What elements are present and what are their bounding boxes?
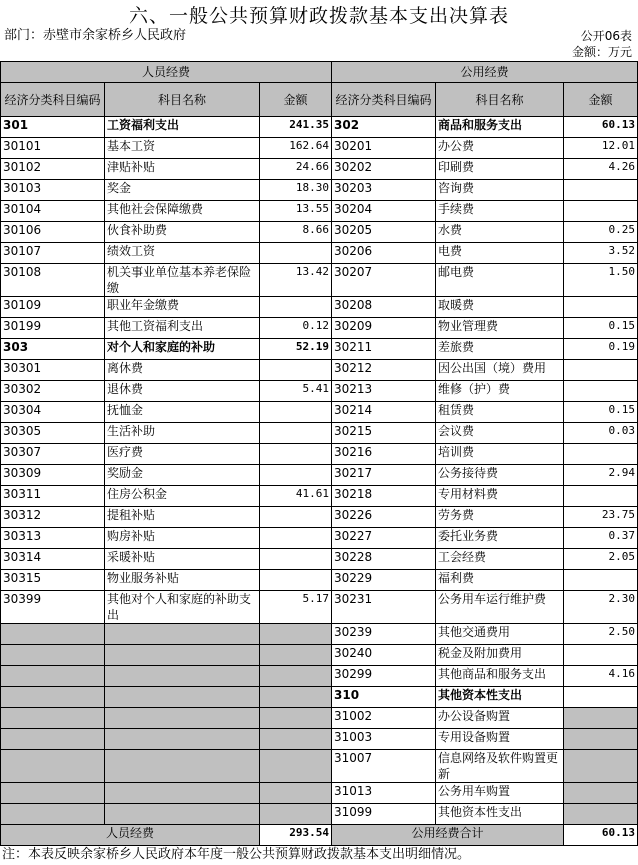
left-name-cell: 抚恤金 [105,402,260,423]
left-code-cell: 30108 [1,264,105,297]
left-name-cell: 提租补贴 [105,507,260,528]
table-row [1,444,638,465]
personnel-total-amount: 293.54 [260,825,332,846]
left-amount-cell: 41.61 [260,486,332,507]
left-name-cell: 退休费 [105,381,260,402]
left-name-cell [105,624,260,645]
table-row [1,783,638,804]
left-code-cell [1,729,105,750]
right-amount-cell [564,486,638,507]
right-amount-cell: 60.13 [564,117,638,138]
left-code-cell: 30399 [1,591,105,624]
left-amount-cell [260,528,332,549]
right-code-cell: 30206 [332,243,436,264]
right-code-cell: 31003 [332,729,436,750]
table-row [1,222,638,243]
right-amount-cell: 4.26 [564,159,638,180]
right-amount-cell [564,783,638,804]
left-code-cell [1,687,105,708]
right-amount-cell [564,729,638,750]
left-name-cell: 奖励金 [105,465,260,486]
right-code-cell: 31007 [332,750,436,783]
left-amount-cell [260,666,332,687]
left-name-cell: 对个人和家庭的补助 [105,339,260,360]
left-code-cell: 30102 [1,159,105,180]
left-amount-cell [260,243,332,264]
left-name-cell [105,729,260,750]
left-name-cell: 住房公积金 [105,486,260,507]
left-amount-cell: 24.66 [260,159,332,180]
right-name-cell: 差旅费 [436,339,564,360]
right-name-cell: 公务用车运行维护费 [436,591,564,624]
right-amount-cell [564,360,638,381]
right-code-cell: 302 [332,117,436,138]
right-name-cell: 信息网络及软件购置更新 [436,750,564,783]
table-row [1,159,638,180]
right-name-header: 科目名称 [436,83,564,117]
table-row [1,180,638,201]
right-name-cell: 公务用车购置 [436,783,564,804]
left-name-cell: 伙食补助费 [105,222,260,243]
table-row [1,318,638,339]
right-name-cell: 公务接待费 [436,465,564,486]
right-code-cell: 30207 [332,264,436,297]
right-code-cell: 30227 [332,528,436,549]
table-row [1,201,638,222]
right-code-cell: 30211 [332,339,436,360]
left-code-cell [1,783,105,804]
right-amount-cell [564,381,638,402]
right-name-cell: 电费 [436,243,564,264]
left-name-cell: 其他社会保障缴费 [105,201,260,222]
right-amount-cell: 23.75 [564,507,638,528]
left-amount-cell: 13.55 [260,201,332,222]
right-amount-cell [564,708,638,729]
left-name-cell: 购房补贴 [105,528,260,549]
left-code-cell: 30106 [1,222,105,243]
right-amount-cell: 0.37 [564,528,638,549]
table-row [1,465,638,486]
left-code-cell [1,804,105,825]
left-amount-cell: 5.17 [260,591,332,624]
right-code-cell: 30201 [332,138,436,159]
left-name-cell [105,687,260,708]
table-row [1,138,638,159]
right-code-cell: 31099 [332,804,436,825]
left-amount-cell: 13.42 [260,264,332,297]
table-row [1,645,638,666]
table-row [1,264,638,297]
left-code-cell: 30104 [1,201,105,222]
left-amount-cell [260,297,332,318]
left-name-cell: 奖金 [105,180,260,201]
table-row [1,708,638,729]
left-code-cell: 30309 [1,465,105,486]
left-code-cell: 30311 [1,486,105,507]
table-row [1,402,638,423]
left-code-cell: 30101 [1,138,105,159]
personnel-total-label: 人员经费 [1,825,260,846]
right-amount-cell: 3.52 [564,243,638,264]
right-amount-cell [564,201,638,222]
left-amount-cell [260,687,332,708]
left-amount-cell [260,804,332,825]
left-code-cell: 303 [1,339,105,360]
table-row [1,528,638,549]
left-code-cell: 30304 [1,402,105,423]
left-name-cell: 工资福利支出 [105,117,260,138]
left-name-cell [105,645,260,666]
right-name-cell: 物业管理费 [436,318,564,339]
left-amount-cell [260,549,332,570]
group-header-row [1,62,638,83]
right-amount-cell [564,570,638,591]
right-name-cell: 取暖费 [436,297,564,318]
public-group-header: 公用经费 [332,62,638,83]
left-code-cell: 30107 [1,243,105,264]
right-amount-cell: 2.05 [564,549,638,570]
left-code-cell: 30313 [1,528,105,549]
left-code-cell: 301 [1,117,105,138]
left-amount-cell [260,444,332,465]
left-amount-cell [260,750,332,783]
right-code-cell: 30231 [332,591,436,624]
table-row [1,729,638,750]
left-amount-cell [260,624,332,645]
right-amount-cell: 0.03 [564,423,638,444]
right-code-cell: 30299 [332,666,436,687]
left-name-cell: 生活补助 [105,423,260,444]
table-row [1,687,638,708]
left-name-cell [105,783,260,804]
right-code-cell: 30217 [332,465,436,486]
left-amount-cell: 52.19 [260,339,332,360]
right-amount-cell [564,297,638,318]
public-total-amount: 60.13 [564,825,638,846]
right-name-cell: 商品和服务支出 [436,117,564,138]
right-name-cell: 劳务费 [436,507,564,528]
left-name-cell: 采暖补贴 [105,549,260,570]
right-amount-cell: 0.15 [564,402,638,423]
left-amount-cell [260,570,332,591]
right-amount-cell [564,750,638,783]
table-row [1,117,638,138]
left-code-cell: 30103 [1,180,105,201]
left-name-cell: 物业服务补贴 [105,570,260,591]
right-code-cell: 30214 [332,402,436,423]
table-row [1,750,638,783]
footnote: 注：本表反映余家桥乡人民政府本年度一般公共预算财政拨款基本支出明细情况。 [2,847,471,862]
right-name-cell: 手续费 [436,201,564,222]
left-amount-cell: 241.35 [260,117,332,138]
left-code-cell [1,750,105,783]
left-name-cell: 其他对个人和家庭的补助支出 [105,591,260,624]
right-code-cell: 310 [332,687,436,708]
left-name-cell: 离休费 [105,360,260,381]
table-row [1,591,638,624]
table-row [1,666,638,687]
left-name-cell: 其他工资福利支出 [105,318,260,339]
left-amount-header: 金额 [260,83,332,117]
left-name-cell: 基本工资 [105,138,260,159]
left-code-cell: 30312 [1,507,105,528]
right-name-cell: 税金及附加费用 [436,645,564,666]
column-header-row [1,83,638,117]
left-code-cell [1,666,105,687]
left-code-cell [1,624,105,645]
amount-unit: 金额：万元 [571,45,632,59]
left-amount-cell [260,423,332,444]
left-code-header: 经济分类科目编码 [1,83,105,117]
right-amount-cell: 2.94 [564,465,638,486]
public-total-label: 公用经费合计 [332,825,564,846]
left-name-cell [105,708,260,729]
left-name-cell: 津贴补贴 [105,159,260,180]
table-row [1,486,638,507]
left-name-cell: 职业年金缴费 [105,297,260,318]
right-code-cell: 30216 [332,444,436,465]
left-name-cell [105,804,260,825]
table-row [1,624,638,645]
left-amount-cell [260,402,332,423]
right-code-cell: 30229 [332,570,436,591]
left-amount-cell: 5.41 [260,381,332,402]
left-amount-cell [260,708,332,729]
left-code-cell: 30302 [1,381,105,402]
right-code-cell: 30239 [332,624,436,645]
right-code-cell: 30208 [332,297,436,318]
right-name-cell: 委托业务费 [436,528,564,549]
right-code-cell: 30205 [332,222,436,243]
left-amount-cell [260,783,332,804]
table-row [1,570,638,591]
right-amount-cell: 4.16 [564,666,638,687]
left-code-cell: 30301 [1,360,105,381]
table-code: 公开06表 [580,29,632,43]
right-amount-cell: 0.25 [564,222,638,243]
left-code-cell: 30315 [1,570,105,591]
table-row [1,360,638,381]
right-name-cell: 咨询费 [436,180,564,201]
right-name-cell: 维修（护）费 [436,381,564,402]
left-code-cell: 30199 [1,318,105,339]
right-code-cell: 31002 [332,708,436,729]
right-name-cell: 工会经费 [436,549,564,570]
report-title: 六、一般公共预算财政拨款基本支出决算表 [128,5,509,27]
left-amount-cell [260,507,332,528]
right-code-cell: 30203 [332,180,436,201]
left-code-cell: 30307 [1,444,105,465]
right-code-header: 经济分类科目编码 [332,83,436,117]
left-name-cell: 机关事业单位基本养老保险缴 [105,264,260,297]
expenditure-table [0,61,638,846]
table-row [1,423,638,444]
right-code-cell: 30202 [332,159,436,180]
table-row [1,339,638,360]
right-name-cell: 其他商品和服务支出 [436,666,564,687]
right-amount-cell: 2.50 [564,624,638,645]
left-code-cell [1,645,105,666]
right-code-cell: 30226 [332,507,436,528]
table-row [1,381,638,402]
right-amount-cell [564,444,638,465]
left-amount-cell [260,465,332,486]
right-code-cell: 30212 [332,360,436,381]
right-name-cell: 其他资本性支出 [436,804,564,825]
right-name-cell: 专用材料费 [436,486,564,507]
right-name-cell: 邮电费 [436,264,564,297]
right-code-cell: 30240 [332,645,436,666]
right-amount-header: 金额 [564,83,638,117]
left-name-header: 科目名称 [105,83,260,117]
right-name-cell: 福利费 [436,570,564,591]
right-amount-cell [564,804,638,825]
left-amount-cell [260,729,332,750]
right-name-cell: 办公设备购置 [436,708,564,729]
right-name-cell: 专用设备购置 [436,729,564,750]
right-code-cell: 30218 [332,486,436,507]
personnel-group-header: 人员经费 [1,62,332,83]
right-amount-cell: 1.50 [564,264,638,297]
right-name-cell: 印刷费 [436,159,564,180]
right-code-cell: 30215 [332,423,436,444]
left-code-cell [1,708,105,729]
table-row [1,243,638,264]
left-amount-cell: 18.30 [260,180,332,201]
right-code-cell: 30209 [332,318,436,339]
right-name-cell: 因公出国（境）费用 [436,360,564,381]
right-code-cell: 31013 [332,783,436,804]
left-amount-cell [260,360,332,381]
left-code-cell: 30109 [1,297,105,318]
left-amount-cell: 8.66 [260,222,332,243]
right-name-cell: 培训费 [436,444,564,465]
right-amount-cell: 12.01 [564,138,638,159]
total-row [1,825,638,846]
left-amount-cell: 0.12 [260,318,332,339]
left-amount-cell [260,645,332,666]
table-row [1,297,638,318]
right-amount-cell [564,687,638,708]
right-name-cell: 租赁费 [436,402,564,423]
table-row [1,549,638,570]
left-name-cell [105,750,260,783]
right-code-cell: 30213 [332,381,436,402]
right-name-cell: 水费 [436,222,564,243]
right-amount-cell [564,180,638,201]
department-label: 部门：赤壁市余家桥乡人民政府 [4,28,187,43]
left-name-cell: 绩效工资 [105,243,260,264]
left-name-cell: 医疗费 [105,444,260,465]
right-code-cell: 30228 [332,549,436,570]
left-code-cell: 30305 [1,423,105,444]
right-amount-cell: 0.15 [564,318,638,339]
right-name-cell: 其他资本性支出 [436,687,564,708]
right-amount-cell [564,645,638,666]
right-name-cell: 其他交通费用 [436,624,564,645]
right-amount-cell: 0.19 [564,339,638,360]
right-amount-cell: 2.30 [564,591,638,624]
left-name-cell [105,666,260,687]
right-name-cell: 会议费 [436,423,564,444]
right-code-cell: 30204 [332,201,436,222]
table-row [1,507,638,528]
table-row [1,804,638,825]
left-code-cell: 30314 [1,549,105,570]
left-amount-cell: 162.64 [260,138,332,159]
right-name-cell: 办公费 [436,138,564,159]
